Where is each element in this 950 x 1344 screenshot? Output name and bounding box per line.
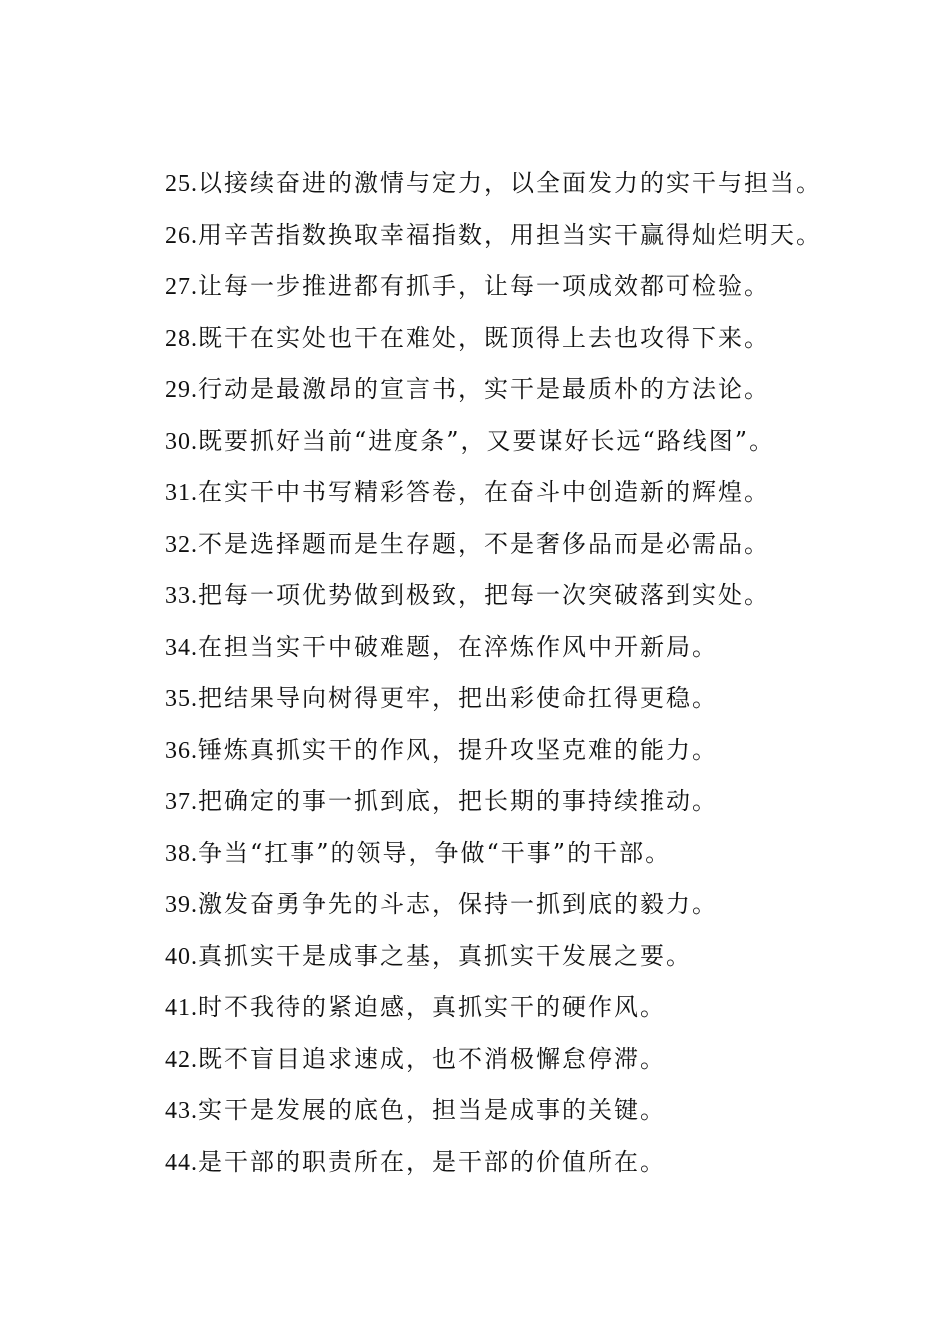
list-item bbox=[165, 364, 822, 416]
list-item bbox=[165, 519, 822, 571]
list-item bbox=[165, 673, 822, 725]
item-number: 30. bbox=[165, 428, 198, 455]
item-number: 44. bbox=[165, 1149, 198, 1176]
list-item bbox=[165, 622, 822, 674]
list-item bbox=[165, 828, 822, 880]
list-item bbox=[165, 1137, 822, 1189]
list-item bbox=[165, 879, 822, 931]
item-number: 32. bbox=[165, 531, 198, 558]
item-text: 让每一步推进都有抓手，让每一项成效都可检验。 bbox=[198, 272, 770, 300]
item-text: 把每一项优势做到极致，把每一次突破落到实处。 bbox=[198, 581, 770, 609]
item-text: 以接续奋进的激情与定力，以全面发力的实干与担当。 bbox=[198, 169, 822, 197]
item-text: 实干是发展的底色，担当是成事的关键。 bbox=[198, 1096, 666, 1124]
list-item bbox=[165, 1085, 822, 1137]
item-text: 不是选择题而是生存题，不是奢侈品而是必需品。 bbox=[198, 529, 770, 558]
item-text: 既不盲目追求速成，也不消极懈怠停滞。 bbox=[198, 1044, 666, 1073]
item-text: 时不我待的紧迫感，真抓实干的硬作风。 bbox=[198, 993, 666, 1021]
item-text: 激发奋勇争先的斗志，保持一抓到底的毅力。 bbox=[198, 890, 718, 918]
item-number: 28. bbox=[165, 325, 198, 352]
item-text: 用辛苦指数换取幸福指数，用担当实干赢得灿烂明天。 bbox=[198, 220, 822, 249]
list-item bbox=[165, 1034, 822, 1086]
list-item bbox=[165, 416, 822, 468]
list-item bbox=[165, 158, 822, 210]
item-text: 行动是最激昂的宣言书，实干是最质朴的方法论。 bbox=[198, 375, 770, 403]
list-item bbox=[165, 776, 822, 828]
item-number: 37. bbox=[165, 789, 198, 815]
item-text: 既要抓好当前“进度条”，又要谋好长远“路线图”。 bbox=[198, 426, 776, 455]
list-item bbox=[165, 725, 822, 777]
item-number: 42. bbox=[165, 1046, 198, 1073]
item-number: 43. bbox=[165, 1098, 198, 1124]
item-number: 38. bbox=[165, 840, 198, 867]
item-number: 35. bbox=[165, 686, 198, 712]
list-item bbox=[165, 982, 822, 1034]
item-number: 41. bbox=[165, 995, 198, 1021]
item-text: 真抓实干是成事之基，真抓实干发展之要。 bbox=[198, 941, 692, 970]
list-item bbox=[165, 467, 822, 519]
list-item bbox=[165, 261, 822, 313]
item-text: 既干在实处也干在难处，既顶得上去也攻得下来。 bbox=[198, 323, 770, 352]
list-item bbox=[165, 313, 822, 365]
list-item bbox=[165, 570, 822, 622]
numbered-list bbox=[165, 158, 822, 1188]
item-number: 27. bbox=[165, 274, 198, 300]
list-item bbox=[165, 931, 822, 983]
item-number: 26. bbox=[165, 222, 198, 249]
item-number: 34. bbox=[165, 634, 198, 661]
item-number: 29. bbox=[165, 377, 198, 403]
item-text: 把确定的事一抓到底，把长期的事持续推动。 bbox=[198, 787, 718, 815]
item-number: 31. bbox=[165, 480, 198, 506]
item-text: 在担当实干中破难题，在淬炼作风中开新局。 bbox=[198, 632, 718, 661]
item-number: 33. bbox=[165, 583, 198, 609]
item-text: 在实干中书写精彩答卷，在奋斗中创造新的辉煌。 bbox=[198, 478, 770, 506]
item-text: 把结果导向树得更牢，把出彩使命扛得更稳。 bbox=[198, 684, 718, 712]
item-number: 36. bbox=[165, 737, 198, 764]
item-number: 40. bbox=[165, 943, 198, 970]
item-text: 是干部的职责所在，是干部的价值所在。 bbox=[198, 1147, 666, 1176]
item-text: 锤炼真抓实干的作风，提升攻坚克难的能力。 bbox=[198, 735, 718, 764]
item-number: 39. bbox=[165, 892, 198, 918]
item-text: 争当“扛事”的领导，争做“干事”的干部。 bbox=[198, 838, 672, 867]
list-item bbox=[165, 210, 822, 262]
item-number: 25. bbox=[165, 171, 198, 197]
